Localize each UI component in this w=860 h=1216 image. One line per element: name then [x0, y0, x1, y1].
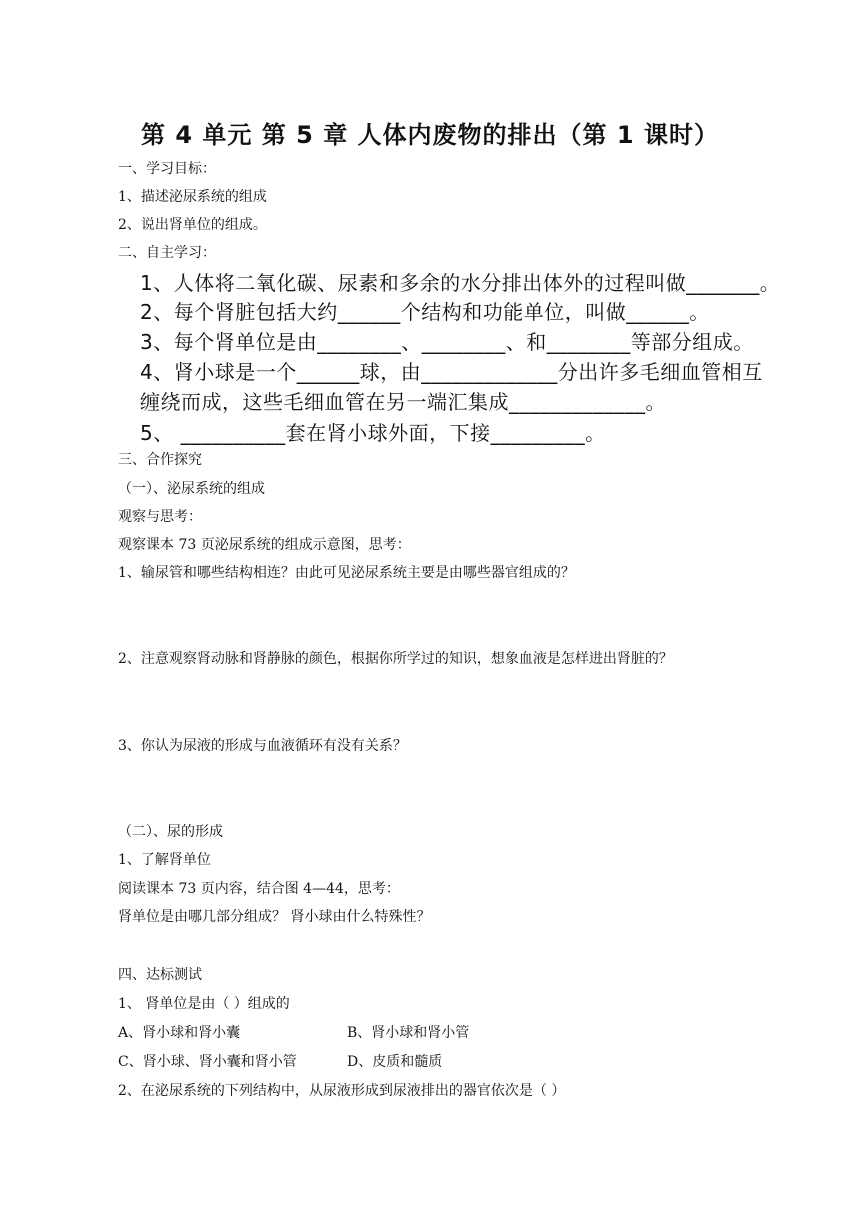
fill-in-line: 缠绕而成，这些毛细血管在另一端汇集成_____________。 [140, 390, 666, 414]
instruction-text: 阅读课本 73 页内容，结合图 4—44，思考： [118, 881, 400, 897]
fill-in-line: 5、 __________套在肾小球外面，下接_________。 [140, 421, 606, 445]
objective-item: 1、描述泌尿系统的组成 [118, 189, 267, 205]
instruction-text: 观察课本 73 页泌尿系统的组成示意图，思考： [118, 537, 411, 553]
fill-in-line: 1、人体将二氧化碳、尿素和多余的水分排出体外的过程叫做_______。 [140, 271, 781, 295]
subsection-heading: （一）、泌尿系统的组成 [118, 481, 265, 497]
question-text: 肾单位是由哪几部分组成？ 肾小球由什么特殊性？ [118, 909, 431, 925]
question-text: 2、注意观察肾动脉和肾静脉的颜色，根据你所学过的知识，想象血液是怎样进出肾脏的？ [118, 651, 673, 667]
test-question: 1、 肾单位是由（ ）组成的 [118, 996, 290, 1012]
answer-option-b: B、肾小球和肾小管 [347, 1025, 470, 1041]
section-heading-objectives: 一、学习目标： [118, 161, 216, 177]
fill-in-line: 2、每个肾脏包括大约______个结构和功能单位，叫做______。 [140, 300, 710, 324]
answer-option-a: A、肾小球和肾小囊 [118, 1025, 241, 1041]
objective-item: 2、说出肾单位的组成。 [118, 217, 267, 233]
section-heading-inquiry: 三、合作探究 [118, 452, 202, 468]
section-heading-test: 四、达标测试 [118, 967, 202, 983]
test-question: 2、在泌尿系统的下列结构中，从尿液形成到尿液排出的器官依次是（ ） [118, 1083, 566, 1099]
page-title: 第 4 单元 第 5 章 人体内废物的排出（第 1 课时） [141, 121, 719, 149]
fill-in-line: 3、每个肾单位是由________、________、和________等部分组成。 [140, 330, 754, 354]
question-text: 1、输尿管和哪些结构相连？由此可见泌尿系统主要是由哪些器官组成的？ [118, 565, 575, 581]
question-text: 3、你认为尿液的形成与血液循环有没有关系？ [118, 738, 407, 754]
item-text: 1、了解肾单位 [118, 852, 211, 868]
answer-option-c: C、肾小球、肾小囊和肾小管 [118, 1054, 297, 1070]
observe-label: 观察与思考： [118, 509, 202, 525]
fill-in-line: 4、肾小球是一个______球，由_____________分出许多毛细血管相互 [140, 360, 763, 384]
subsection-heading: （二）、尿的形成 [118, 824, 223, 840]
section-heading-self-study: 二、自主学习： [118, 245, 216, 261]
answer-option-d: D、皮质和髓质 [347, 1054, 443, 1070]
